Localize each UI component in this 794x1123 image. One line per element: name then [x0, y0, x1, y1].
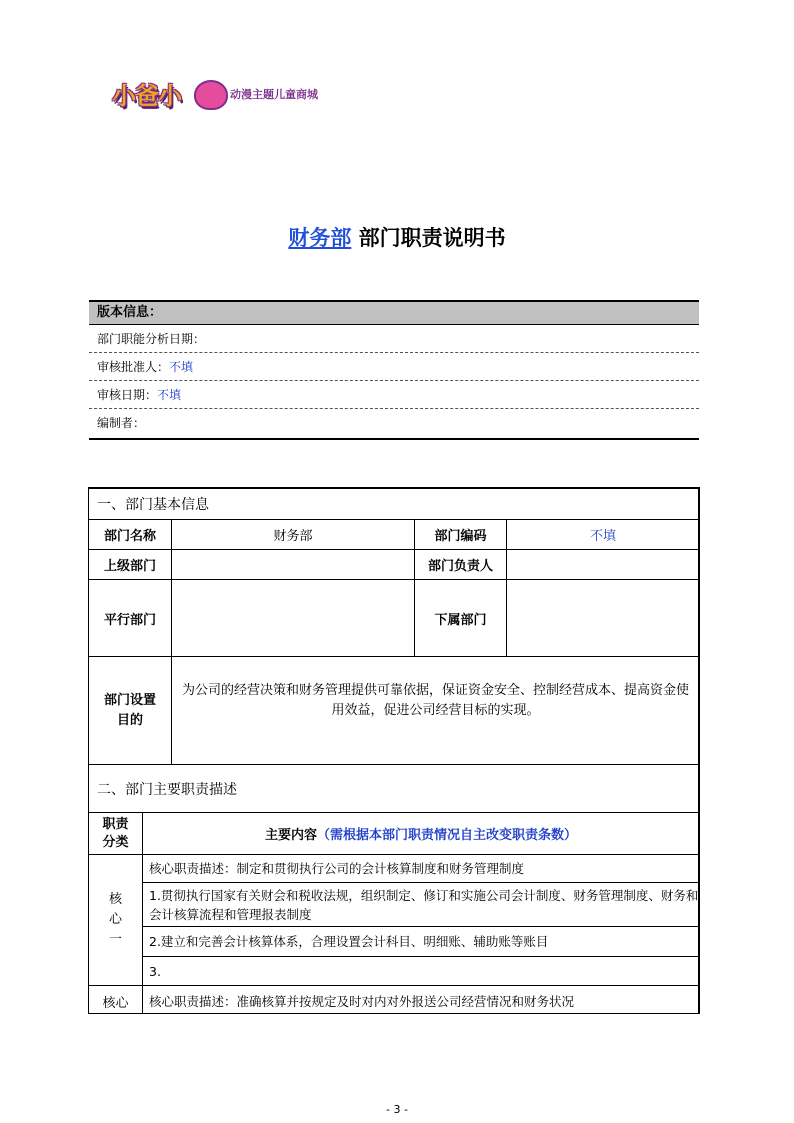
- version-row-author: 编制者：: [89, 409, 699, 440]
- version-heading: 版本信息：: [89, 300, 699, 325]
- section1-heading: 一、部门基本信息: [89, 489, 698, 520]
- parent-dept-value: [172, 550, 415, 579]
- duty-table: [88, 487, 700, 1014]
- purpose-value: 为公司的经营决策和财务管理提供可靠依据，保证资金安全、控制经营成本、提高资金使用效益，促进公司经营目标的实现。: [181, 683, 689, 718]
- table-row: [89, 657, 698, 765]
- sub-dept-label: 下属部门: [415, 580, 507, 656]
- core2-label: 核心: [89, 986, 143, 1014]
- version-row-review-date: 审核日期：不填: [89, 381, 699, 409]
- core2-group: [89, 986, 698, 1014]
- section2-heading: 二、部门主要职责描述: [89, 765, 698, 813]
- dept-name-label: 部门名称: [89, 520, 172, 549]
- version-row-analysis-date: 部门职能分析日期：: [89, 325, 699, 353]
- sub-dept-value: [507, 580, 699, 656]
- table-row: [89, 550, 698, 580]
- table-row: [89, 580, 698, 657]
- core1-item-row: [143, 957, 699, 986]
- logo-subtitle: 动漫主题儿童商城: [230, 88, 318, 101]
- core1-item-3: 3.: [149, 964, 161, 979]
- core1-desc-row: [143, 855, 699, 883]
- version-row-approver: 审核批准人：不填: [89, 353, 699, 381]
- core2-desc: 核心职责描述：准确核算并按规定及时对内对外报送公司经营情况和财务状况: [149, 993, 575, 1009]
- core1-label: 核心一: [89, 855, 143, 985]
- title-rest: 部门职责说明书: [358, 226, 506, 250]
- core1-item-row: [143, 927, 699, 957]
- col-category: 职责分类: [89, 813, 143, 854]
- table-header-row: [89, 813, 698, 855]
- core1-content: [143, 855, 699, 985]
- logo-mascot-icon: [194, 80, 228, 110]
- core1-item-row: [143, 883, 699, 927]
- page-title: [0, 222, 794, 252]
- title-department: 财务部: [288, 226, 352, 250]
- dept-name-value: 财务部: [172, 520, 415, 549]
- dept-code-value: 不填: [589, 529, 616, 544]
- page-number: - 3 -: [386, 1103, 408, 1116]
- dept-head-value: [507, 550, 699, 579]
- core1-item-2: 2.建立和完善会计核算体系，合理设置会计科目、明细账、辅助账等账目: [149, 934, 549, 949]
- logo: [112, 74, 352, 116]
- parallel-dept-label: 平行部门: [89, 580, 172, 656]
- purpose-label: 部门设置目的: [89, 657, 172, 764]
- col-content: 主要内容 （需根据本部门职责情况自主改变职责条数）: [264, 828, 578, 843]
- core1-desc: 核心职责描述：制定和贯彻执行公司的会计核算制度和财务管理制度: [149, 861, 525, 876]
- core1-item-1: 1.贯彻执行国家有关财会和税收法规，组织制定、修订和实施公司会计制度、财务管理制度、财务和会计核算流程和管理报表制度: [149, 887, 699, 922]
- dept-code-label: 部门编码: [415, 520, 507, 549]
- parent-dept-label: 上级部门: [89, 550, 172, 579]
- parallel-dept-value: [172, 580, 415, 656]
- version-info: [89, 300, 699, 440]
- logo-wordmark: 小爸小: [112, 82, 181, 110]
- table-row: [89, 520, 698, 550]
- dept-head-label: 部门负责人: [415, 550, 507, 579]
- core1-group: [89, 855, 698, 986]
